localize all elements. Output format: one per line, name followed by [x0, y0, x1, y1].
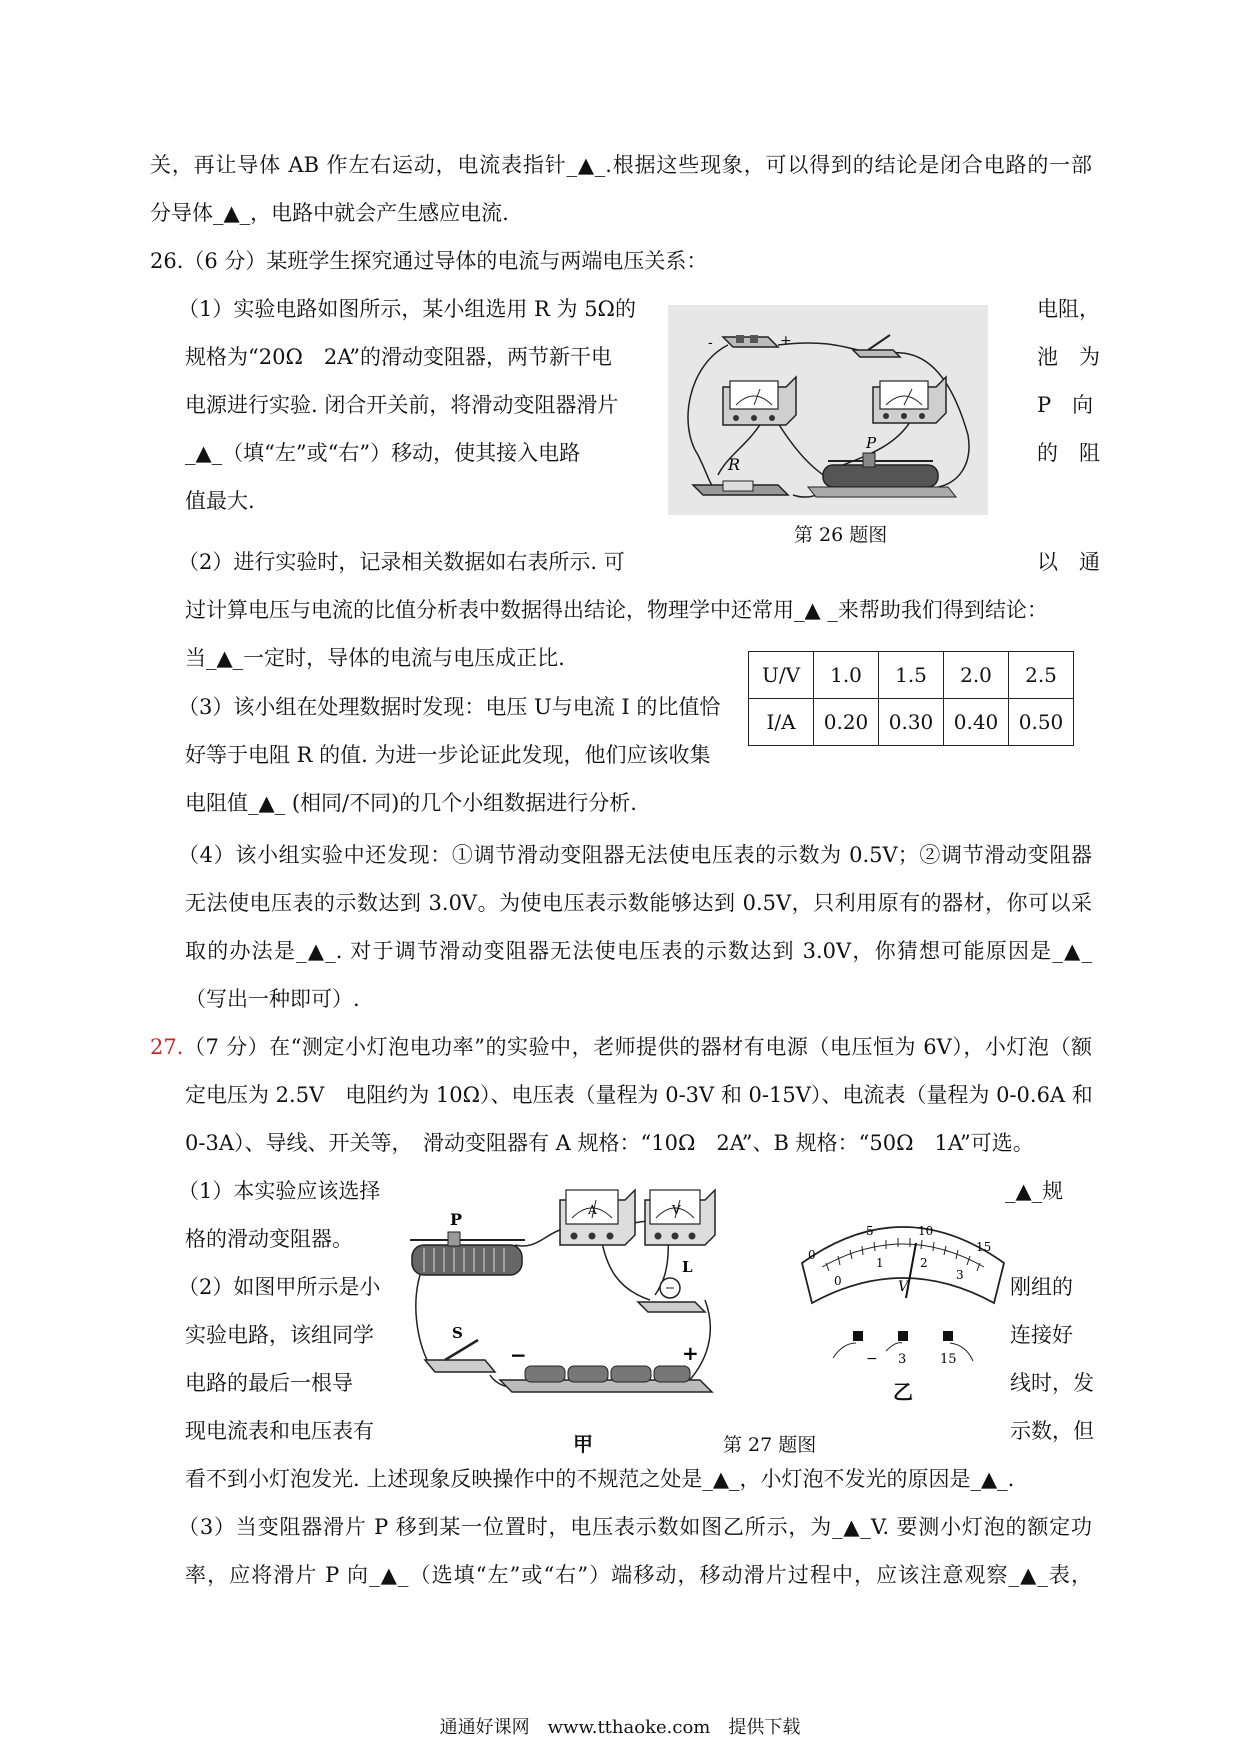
text-line: （3）当变阻器滑片 P 移到某一位置时，电压表示数如图乙所示，为_▲_V. 要测小灯泡的额定功 — [178, 1515, 1092, 1539]
slider-p-label: P — [866, 434, 877, 452]
text-line: 电阻值_▲_ (相同/不同)的几个小组数据进行分析. — [185, 791, 637, 815]
battery-icon — [723, 335, 778, 347]
text-line: 看不到小灯泡发光. 上述现象反映操作中的不规范之处是_▲_，小灯泡不发光的原因是_▲_. — [185, 1467, 1015, 1491]
battery-minus-label: − — [510, 1343, 527, 1367]
figure-26-caption: 第 26 题图 — [794, 524, 888, 546]
text-line: 0-3A）、导线、开关等， 滑动变阻器有 A 规格：“10Ω 2A”、B 规格：“50Ω 1A”可选。 — [185, 1131, 1034, 1155]
text-line: 分导体_▲_，电路中就会产生感应电流. — [150, 201, 509, 225]
question-27-header: （7 分）在“测定小灯泡电功率”的实验中，老师提供的器材有电源（电压恒为 6V），小灯泡（额 — [184, 1035, 1092, 1059]
ammeter-label: A — [588, 1203, 597, 1217]
circuit-26-diagram — [668, 305, 988, 515]
text-line: 过计算电压与电流的比值分析表中数据得出结论，物理学中还常用_▲ _来帮助我们得到结论： — [185, 598, 1048, 622]
text-line: _▲_规 — [1005, 1179, 1064, 1203]
question-27-number: 27. — [150, 1035, 184, 1059]
ammeter-icon — [560, 1190, 635, 1245]
text-line: 现电流表和电压表有 — [185, 1419, 374, 1443]
table-cell: 1.5 — [879, 652, 944, 699]
ammeter-icon — [723, 377, 796, 425]
voltmeter-icon — [873, 377, 946, 423]
text-line: 线时，发 — [1010, 1371, 1094, 1395]
text-line: （4）该小组实验中还发现：①调节滑动变阻器无法使电压表的示数为 0.5V；②调节滑动变阻器 — [178, 843, 1092, 867]
text-line: 电源进行实验. 闭合开关前，将滑动变阻器滑片 — [185, 393, 619, 417]
text-line: 池 为 — [1037, 345, 1100, 369]
table-cell: 0.20 — [814, 699, 879, 746]
terminal-15-label: 15 — [940, 1352, 957, 1367]
text-line: 以 通 — [1037, 550, 1100, 574]
battery-minus-label: - — [708, 335, 713, 351]
rheostat-icon — [808, 453, 956, 497]
text-line: 格的滑动变阻器。 — [185, 1227, 353, 1251]
text-line: 关，再让导体 AB 作左右运动，电流表指针_▲_.根据这些现象，可以得到的结论是闭合电路的一部 — [150, 153, 1092, 177]
table-cell: 0.30 — [879, 699, 944, 746]
dial-scale-top-5: 5 — [866, 1224, 874, 1238]
footer-text: 通通好课网 www.tthaoke.com 提供下载 — [439, 1717, 801, 1738]
dial-scale-bottom-1: 1 — [876, 1256, 884, 1270]
text-line: 刚组的 — [1010, 1275, 1073, 1299]
lamp-label: L — [682, 1258, 693, 1276]
table-cell: 0.50 — [1009, 699, 1074, 746]
switch-icon — [853, 335, 900, 357]
text-line: 好等于电阻 R 的值. 为进一步论证此发现，他们应该收集 — [185, 743, 711, 767]
text-line: 无法使电压表的示数达到 3.0V。为使电压表示数能够达到 0.5V，只利用原有的器材，你可以采 — [185, 891, 1092, 915]
text-line: _▲_（填“左”或“右”）移动，使其接入电路 — [185, 441, 581, 465]
text-line: 取的办法是_▲_. 对于调节滑动变阻器无法使电压表的示数达到 3.0V，你猜想可能原因是_▲_ — [185, 939, 1092, 963]
text-line: （1）本实验应该选择 — [178, 1179, 381, 1203]
voltmeter-icon — [645, 1190, 715, 1245]
table-cell: 0.40 — [944, 699, 1009, 746]
table-cell: 2.0 — [944, 652, 1009, 699]
text-line: （3）该小组在处理数据时发现：电压 U与电流 I 的比值恰 — [178, 695, 721, 719]
text-line: （1）实验电路如图所示，某小组选用 R 为 5Ω的 — [178, 297, 636, 321]
resistor-icon — [693, 481, 788, 495]
text-line: 定电压为 2.5V 电阻约为 10Ω）、电压表（量程为 0-3V 和 0-15V）、电流表（量程为 0-0.6A 和 — [185, 1083, 1093, 1107]
table-row — [749, 699, 1074, 746]
text-line: （2）如图甲所示是小 — [178, 1275, 381, 1299]
voltmeter-label: V — [672, 1203, 681, 1217]
slider-p-label: P — [450, 1210, 463, 1229]
table-cell: 2.5 — [1009, 652, 1074, 699]
data-table — [748, 651, 1074, 746]
dial-scale-bottom-2: 2 — [920, 1256, 928, 1270]
text-line: 电阻， — [1037, 297, 1100, 321]
table-cell: I/A — [749, 699, 814, 746]
text-line: （写出一种即可）. — [185, 987, 360, 1011]
figure-27-caption: 第 27 题图 — [723, 1434, 817, 1456]
battery-plus-label: + — [780, 333, 792, 349]
dial-scale-bottom-3: 3 — [956, 1268, 964, 1282]
text-line: 示数，但 — [1010, 1419, 1094, 1443]
text-line: P 向 — [1037, 393, 1094, 417]
circuit-27-diagram — [400, 1160, 720, 1425]
figure-27-yi-label: 乙 — [893, 1380, 913, 1404]
rheostat-icon — [410, 1232, 525, 1275]
table-cell: U/V — [749, 652, 814, 699]
table-cell: 1.0 — [814, 652, 879, 699]
dial-scale-top-10: 10 — [918, 1224, 934, 1238]
text-line: 实验电路，该组同学 — [185, 1323, 374, 1347]
text-line: （2）进行实验时，记录相关数据如右表所示. 可 — [178, 550, 625, 574]
dial-scale-top-15: 15 — [976, 1240, 992, 1254]
dial-scale-bottom-0: 0 — [834, 1274, 842, 1288]
text-line: 率，应将滑片 P 向_▲_（选填“左”或“右”）端移动，移动滑片过程中，应该注意观察_▲_表， — [185, 1563, 1092, 1587]
text-line: 规格为“20Ω 2A”的滑动变阻器，两节新干电 — [185, 345, 613, 369]
battery-plus-label: + — [682, 1341, 699, 1365]
text-line: 值最大. — [185, 489, 255, 513]
text-line: 电路的最后一根导 — [185, 1371, 353, 1395]
figure-27-jia — [400, 1160, 720, 1425]
terminal-minus-label: − — [866, 1351, 878, 1367]
resistor-label: R — [728, 455, 741, 474]
figure-27-jia-label: 甲 — [573, 1432, 593, 1456]
switch-label: S — [452, 1324, 463, 1342]
battery-icon — [500, 1366, 712, 1392]
dial-unit-label: V — [898, 1279, 909, 1295]
switch-icon — [425, 1340, 495, 1372]
dial-scale-top-0: 0 — [808, 1248, 816, 1262]
text-line: 当_▲_一定时，导体的电流与电压成正比. — [185, 646, 565, 670]
figure-26 — [668, 305, 988, 515]
table-row — [749, 652, 1074, 699]
terminal-3-label: 3 — [898, 1352, 907, 1367]
question-26-header: 26.（6 分）某班学生探究通过导体的电流与两端电压关系： — [150, 249, 708, 273]
text-line: 的 阻 — [1037, 441, 1100, 465]
text-line: 连接好 — [1010, 1323, 1073, 1347]
lamp-icon — [638, 1278, 705, 1312]
